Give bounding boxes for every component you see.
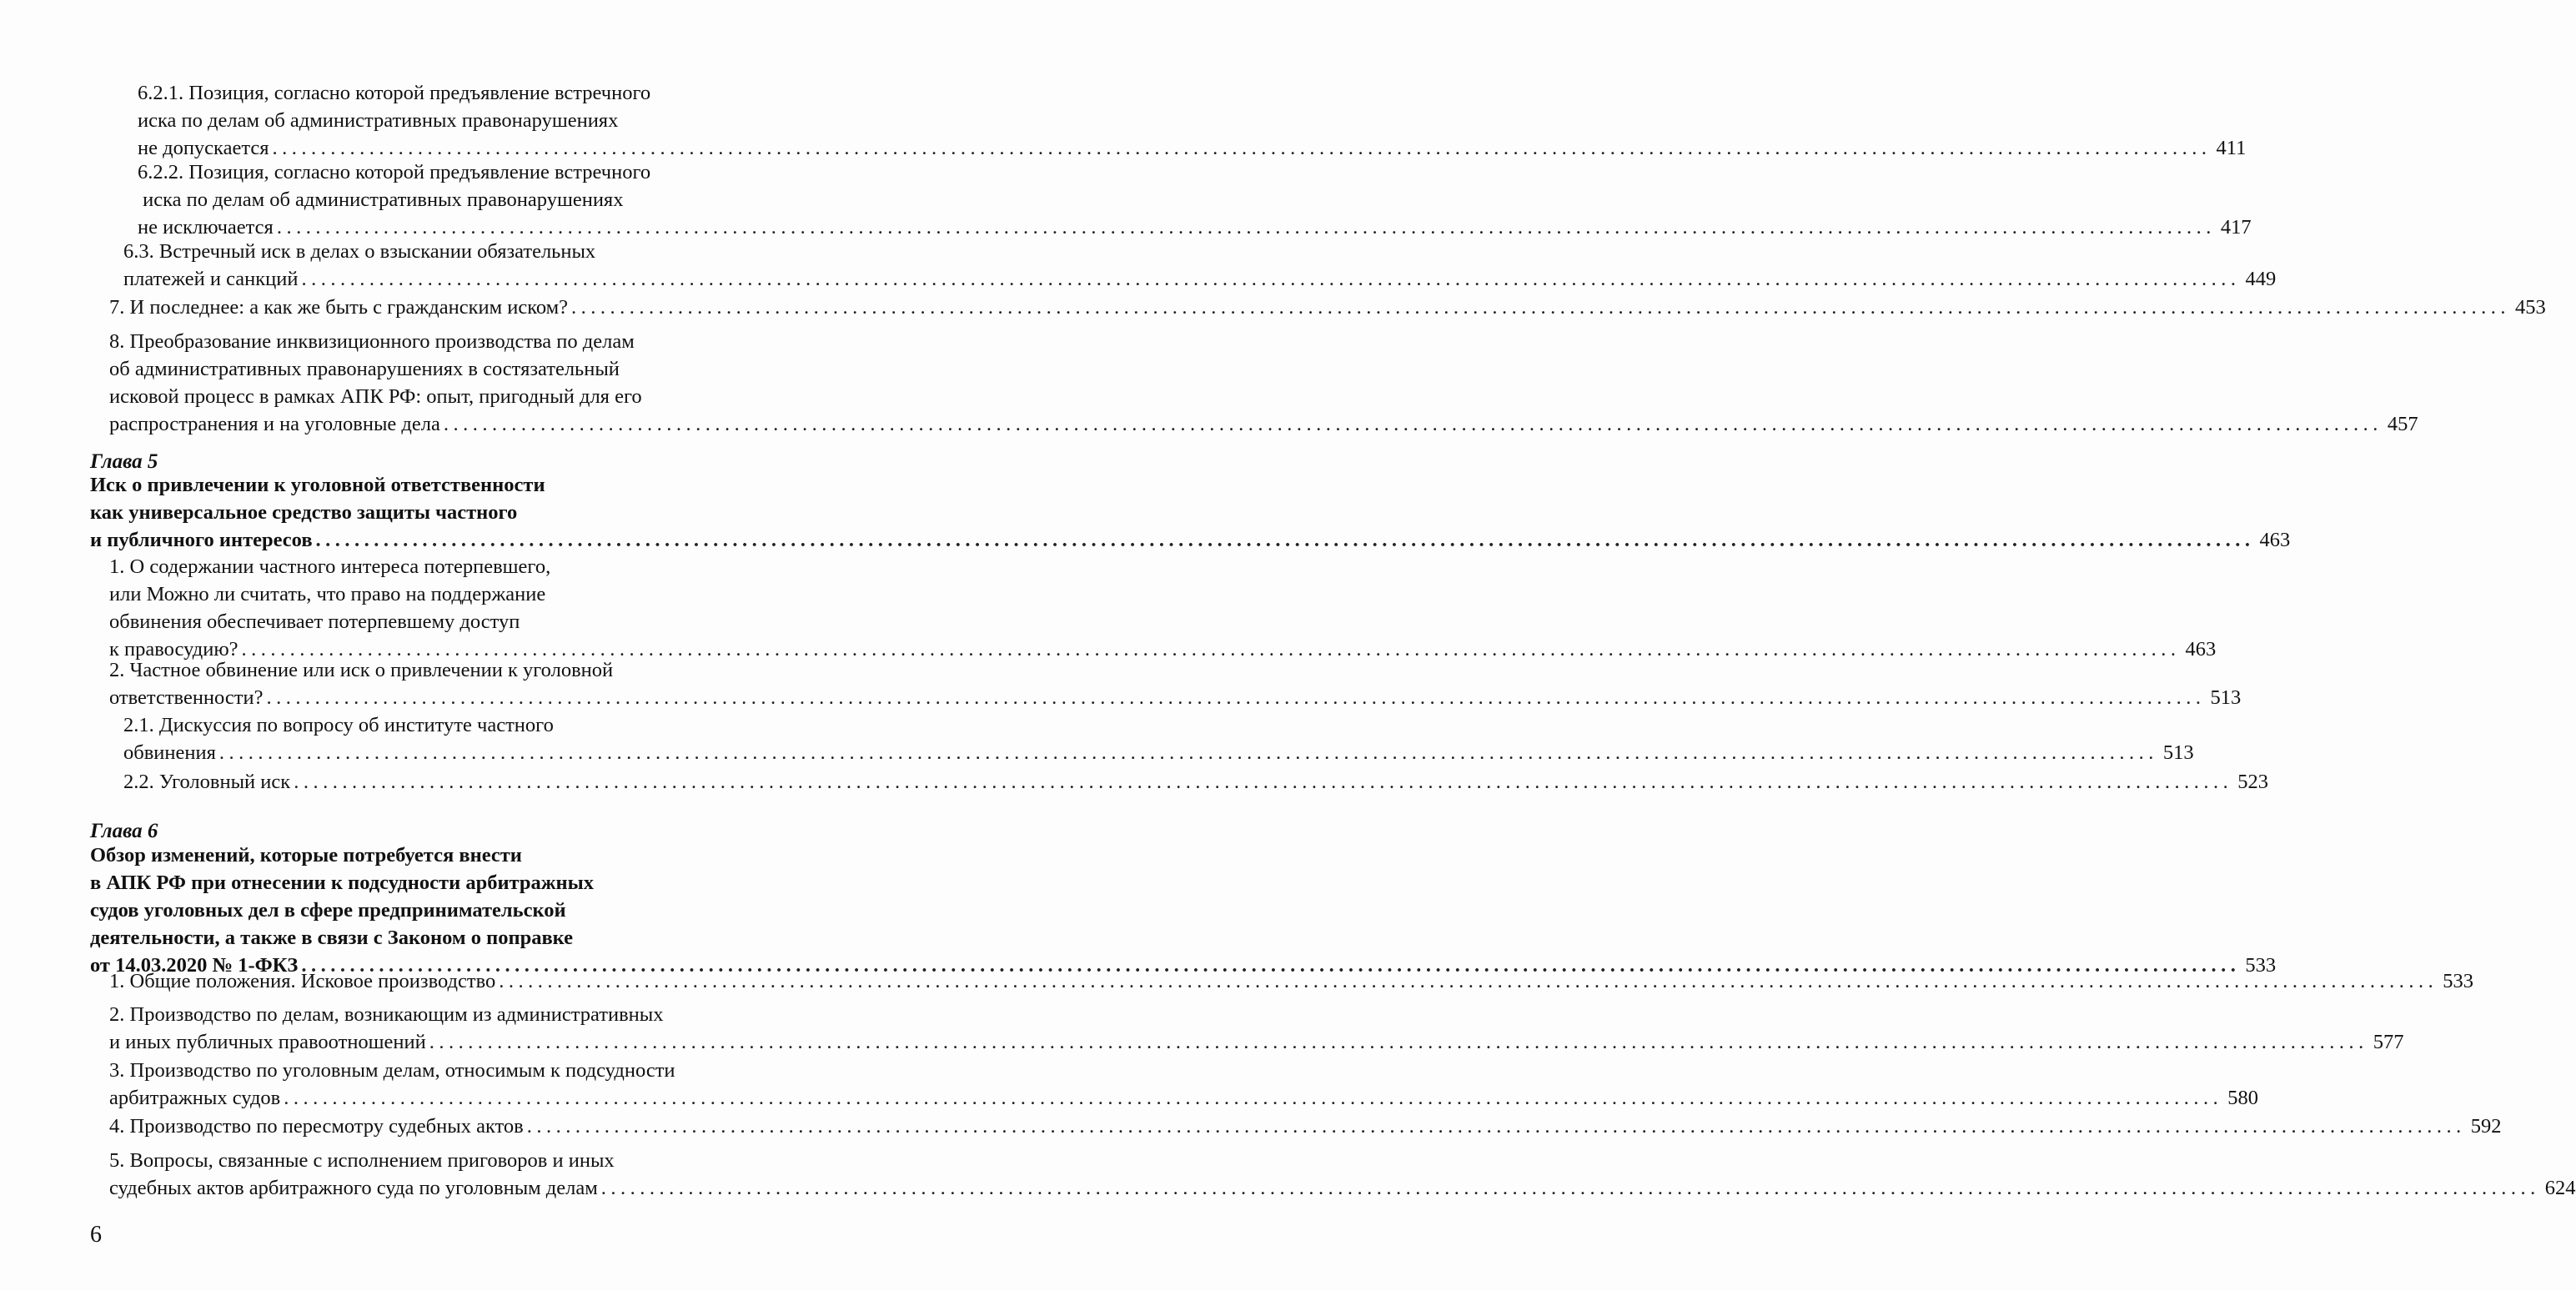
toc-entry-line: к правосудию? — [109, 638, 239, 661]
page-ref: 624 — [2544, 1177, 2576, 1199]
page-ref: 463 — [2185, 638, 2217, 661]
toc-entry-line: 6.3. Встречный иск в делах о взыскании обязательных — [123, 240, 596, 263]
toc-entry-line: ответственности? — [109, 686, 264, 709]
page-ref: 463 — [2259, 529, 2291, 551]
chapter-title-line: и публичного интересов — [90, 529, 313, 551]
toc-entry-line: обвинения — [123, 741, 216, 764]
toc-entry-line: 5. Вопросы, связанные с исполнением приговоров и иных — [109, 1149, 615, 1172]
toc-entry-line: иска по делам об административных правонарушениях — [138, 188, 624, 211]
leader-dots: ........................................................................................................................................................................................................ — [499, 970, 2438, 992]
toc-entry-line: исковой процесс в рамках АПК РФ: опыт, пригодный для его — [109, 385, 642, 408]
leader-dots: ........................................................................................................................................................................................................ — [571, 296, 2511, 319]
toc-entry-line: 2.1. Дискуссия по вопросу об институте частного — [123, 714, 554, 736]
toc-entry-line: 6.2.2. Позиция, согласно которой предъявление встречного — [138, 161, 651, 183]
toc-entry — [123, 238, 2277, 293]
toc-entry — [138, 158, 2252, 241]
toc-entry-line: об административных правонарушениях в состязательный — [109, 358, 620, 380]
toc-entry-line: платежей и санкций — [123, 268, 299, 290]
chapter-title-line: судов уголовных дел в сфере предпринимательской — [90, 899, 566, 922]
chapter-title-line: Иск о привлечении к уголовной ответственности — [90, 474, 545, 496]
chapter-title — [90, 471, 2291, 554]
leader-dots: ........................................................................................................................................................................................................ — [301, 954, 2241, 977]
toc-entry-line: не исключается — [138, 216, 274, 239]
leader-dots: ........................................................................................................................................................................................................ — [600, 1177, 2540, 1199]
page-ref: 533 — [2443, 970, 2473, 992]
toc-entry — [109, 967, 2473, 995]
chapter-label: Глава 5 — [90, 450, 158, 473]
page-ref: 523 — [2237, 771, 2268, 793]
toc-entry-line: и иных публичных правоотношений — [109, 1031, 426, 1053]
chapter-title-line: в АПК РФ при отнесении к подсудности арбитражных — [90, 872, 595, 894]
leader-dots: ........................................................................................................................................................................................................ — [315, 529, 2255, 551]
toc-entry-line: 2. Производство по делам, возникающим из административных — [109, 1003, 664, 1026]
chapter-title-line: как универсальное средство защиты частного — [90, 501, 518, 524]
toc-entry-line: 3. Производство по уголовным делам, относимым к подсудности — [109, 1059, 675, 1082]
toc-entry — [109, 1057, 2258, 1112]
page-number: 6 — [90, 1222, 102, 1248]
toc-entry — [109, 328, 2418, 438]
toc-entry-line: 4. Производство по пересмотру судебных актов — [109, 1115, 524, 1138]
leader-dots: ........................................................................................................................................................................................................ — [241, 638, 2181, 661]
toc-entry-line: 1. О содержании частного интереса потерпевшего, — [109, 555, 551, 578]
page-ref: 513 — [2210, 686, 2242, 709]
leader-dots: ........................................................................................................................................................................................................ — [218, 741, 2158, 764]
toc-entry-line: судебных актов арбитражного суда по уголовным делам — [109, 1177, 598, 1199]
toc-entry-line: 2.2. Уголовный иск — [123, 771, 291, 793]
toc-entry-line: обвинения обеспечивает потерпевшему доступ — [109, 610, 520, 633]
toc-entry-line: распространения и на уголовные дела — [109, 413, 440, 435]
page-ref: 533 — [2245, 954, 2277, 977]
chapter-label: Глава 6 — [90, 820, 158, 842]
toc-entry — [109, 1113, 2502, 1140]
page-ref: 457 — [2387, 413, 2418, 435]
page-ref: 580 — [2227, 1087, 2258, 1109]
toc-entry-line: или Можно ли считать, что право на поддержание — [109, 583, 546, 605]
page-ref: 449 — [2245, 268, 2277, 290]
leader-dots: ........................................................................................................................................................................................................ — [276, 216, 2216, 239]
leader-dots: ........................................................................................................................................................................................................ — [284, 1087, 2223, 1109]
toc-entry-line: 8. Преобразование инквизиционного производства по делам — [109, 330, 635, 353]
toc-entry — [123, 768, 2268, 796]
toc-entry — [109, 294, 2546, 321]
toc-entry — [109, 1147, 2576, 1202]
toc-entry — [123, 711, 2194, 766]
leader-dots: ........................................................................................................................................................................................................ — [443, 413, 2383, 435]
page-ref: 417 — [2220, 216, 2252, 239]
leader-dots: ........................................................................................................................................................................................................ — [526, 1115, 2466, 1138]
chapter-title — [90, 841, 2277, 979]
toc-entry-line: не допускается — [138, 137, 269, 159]
page-ref: 592 — [2470, 1115, 2502, 1138]
toc-entry-line: 2. Частное обвинение или иск о привлечении к уголовной — [109, 659, 614, 681]
page-ref: 513 — [2162, 741, 2194, 764]
toc-entry — [138, 79, 2247, 162]
chapter-title-line: Обзор изменений, которые потребуется внести — [90, 844, 522, 867]
toc-entry-line: 7. И последнее: а как же быть с гражданским иском? — [109, 296, 569, 319]
toc-entry-line: 6.2.1. Позиция, согласно которой предъявление встречного — [138, 82, 651, 104]
chapter-title-line: деятельности, а также в связи с Законом о поправке — [90, 927, 574, 949]
leader-dots: ........................................................................................................................................................................................................ — [429, 1031, 2368, 1053]
leader-dots: ........................................................................................................................................................................................................ — [272, 137, 2212, 159]
leader-dots: ........................................................................................................................................................................................................ — [266, 686, 2206, 709]
chapter-title-line: от 14.03.2020 № 1-ФКЗ — [90, 954, 299, 977]
page-ref: 453 — [2515, 296, 2546, 319]
leader-dots: ........................................................................................................................................................................................................ — [294, 771, 2233, 793]
leader-dots: ........................................................................................................................................................................................................ — [301, 268, 2241, 290]
page-ref: 577 — [2373, 1031, 2404, 1053]
toc-entry-line: иска по делам об административных правонарушениях — [138, 109, 619, 132]
toc-entry-line: 1. Общие положения. Исковое производство — [109, 970, 496, 992]
toc-entry — [109, 553, 2217, 663]
toc-entry — [109, 1001, 2404, 1056]
toc-entry — [109, 656, 2242, 711]
toc-entry-line: арбитражных судов — [109, 1087, 281, 1109]
page-ref: 411 — [2216, 137, 2247, 159]
